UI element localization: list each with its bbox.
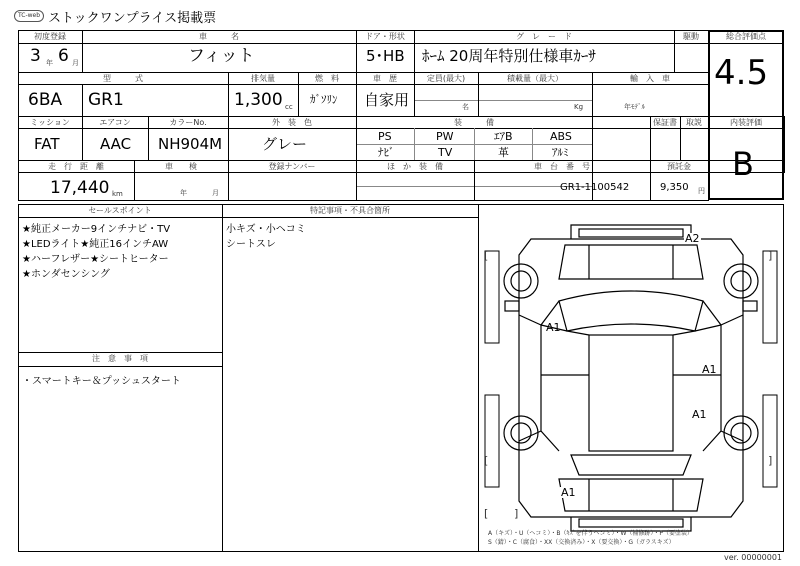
hdr-color-no: カラーNo. (169, 118, 207, 127)
hdr-exterior-color: 外 装 色 (272, 118, 312, 127)
special-notes-list (226, 222, 306, 252)
sales-points-title: セールスポイント (88, 206, 152, 215)
displacement-unit: cc (285, 103, 293, 111)
model-prefix: 6BA (28, 90, 63, 110)
mission: FAT (34, 135, 60, 153)
hdr-chassis-no: 車 台 番 号 (534, 162, 590, 171)
price: 9,350 (660, 182, 689, 193)
hdr-fuel: 燃 料 (315, 74, 339, 83)
list-item: ★純正メーカー9インチナビ・TV (22, 224, 171, 235)
hdr-aircon: エアコン (99, 118, 131, 127)
mileage: 17,440 (50, 178, 110, 198)
sales-points-list (22, 222, 170, 282)
list-item: ★LEDライト★純正16インチAW (22, 239, 169, 250)
bracket-left: [ (484, 454, 489, 467)
special-notes-title: 特記事項・不具合箇所 (310, 206, 390, 215)
first-reg-month: 6 (58, 46, 69, 66)
hdr-car-use: 車 歴 (373, 74, 397, 83)
hdr-first-reg: 初度登録 (34, 32, 66, 41)
legend-line-1: A（キズ）・U（ヘコミ）・B（ｷｽﾞを伴うヘコミ）・W（補修跡）・P（要塗装） (488, 530, 694, 537)
bracket-left: [ (484, 249, 489, 262)
car-use: 自家用 (364, 91, 410, 109)
cautions-title: 注 意 事 項 (92, 354, 148, 363)
inspection-year-unit: 年 (180, 189, 187, 197)
equip-alumi: ｱﾙﾐ (552, 146, 569, 159)
capacity-unit: 名 (462, 103, 469, 111)
model: GR1 (88, 90, 124, 110)
hdr-load: 積載量（最大） (507, 74, 563, 83)
chassis-no: GR1-1100542 (560, 182, 630, 193)
equip-airbag: ｴｱB (494, 130, 513, 143)
aircon: AAC (100, 135, 132, 153)
list-item: シートスレ (226, 239, 276, 250)
equip-abs: ABS (550, 130, 572, 143)
fuel: ｶﾞｿﾘﾝ (310, 93, 338, 106)
grade: ﾎｰﾑ 20周年特別仕様車ｶｰｻ (422, 47, 596, 65)
list-item: ★ホンダセンシング (22, 269, 110, 280)
bracket-right: ] (514, 507, 519, 520)
legend-line-2: S（錆）・C（腐食）・XX（交換済み）・X（要交換）・G（ガラスキズ） (488, 539, 675, 546)
hdr-manual: 取説 (686, 118, 702, 127)
bracket-left: [ (484, 507, 489, 520)
page-title: ストックワンプライス掲載票 (48, 11, 217, 26)
color-no: NH904M (158, 135, 223, 153)
first-reg-month-unit: 月 (72, 59, 79, 67)
equip-pw: PW (436, 130, 454, 143)
list-item: 小キズ・小ヘコミ (226, 224, 306, 235)
list-item: ★ハーフレザー★シートヒーター (22, 254, 169, 265)
hdr-overall-score: 総合評価点 (726, 32, 766, 41)
hdr-door-shape: ドア・形状 (365, 32, 405, 41)
hdr-mission: ミッション (30, 118, 70, 127)
overall-score: 4.5 (714, 53, 769, 93)
damage-mark-a1: A1 (546, 321, 561, 334)
inspection-month-unit: 月 (212, 189, 219, 197)
hdr-reg-number: 登録ナンバー (268, 162, 316, 171)
mileage-unit: km (112, 190, 123, 198)
hdr-inspection: 車 検 (165, 162, 197, 171)
bracket-right: ] (768, 454, 773, 467)
hdr-mileage: 走 行 距 離 (48, 162, 104, 171)
displacement: 1,300 (234, 90, 283, 110)
hdr-capacity: 定員(最大) (426, 74, 466, 83)
damage-mark-a1: A1 (702, 363, 717, 376)
equip-navi: ﾅﾋﾞ (378, 146, 395, 159)
hdr-drive: 駆動 (683, 32, 699, 41)
damage-mark-a2: A2 (685, 232, 700, 245)
interior-score: B (732, 145, 754, 183)
list-item: ・スマートキー＆プッシュスタート (22, 376, 181, 387)
bracket-right: ] (768, 249, 773, 262)
equip-ps: PS (378, 130, 392, 143)
price-unit: 円 (698, 187, 705, 195)
import-note: 年ﾓﾃﾞﾙ (624, 103, 645, 111)
logo: TC-web (14, 10, 44, 22)
hdr-grade: グ レ ー ド (516, 32, 572, 41)
damage-mark-a1: A1 (692, 408, 707, 421)
first-reg-year: 3 (30, 46, 41, 66)
car-damage-diagram (479, 205, 783, 551)
hdr-car-name: 車 名 (199, 32, 239, 41)
door-shape: 5･HB (366, 47, 405, 65)
hdr-displacement: 排気量 (251, 74, 275, 83)
cautions-list (22, 374, 181, 389)
load-unit: Kg (574, 103, 584, 111)
car-name: フィット (188, 46, 255, 66)
damage-mark-a1: A1 (561, 486, 576, 499)
hdr-warranty: 保証書 (653, 118, 677, 127)
hdr-equipment: 装 備 (454, 118, 494, 127)
equip-tv: TV (438, 146, 453, 159)
hdr-model: 型 式 (103, 74, 143, 83)
version-text: ver. 00000001 (724, 553, 783, 562)
equip-leather: 革 (498, 146, 509, 159)
hdr-price: 預託金 (667, 162, 691, 171)
hdr-other-equip: ほ か 装 備 (387, 162, 443, 171)
hdr-import: 輸 入 車 (630, 74, 670, 83)
exterior-color: グレー (262, 135, 308, 153)
first-reg-year-unit: 年 (46, 59, 53, 67)
hdr-interior-score: 内装評価 (730, 118, 762, 127)
